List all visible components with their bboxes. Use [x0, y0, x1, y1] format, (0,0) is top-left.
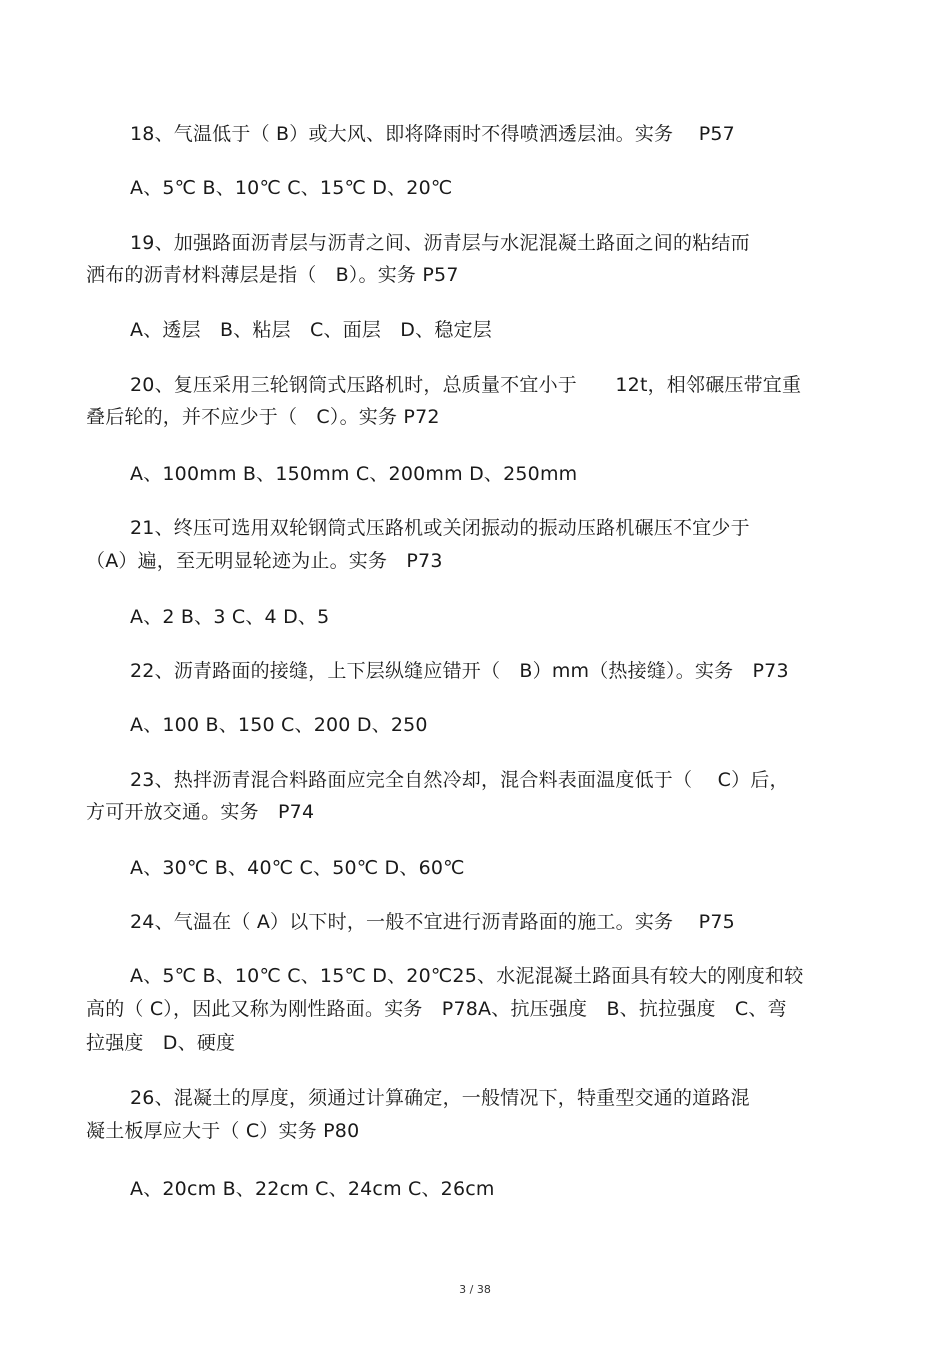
question-26-text-cont: 凝土板厚应大于（ C）实务 P80	[86, 1120, 360, 1142]
question-18-options: A、5℃ B、10℃ C、15℃ D、20℃	[130, 177, 453, 199]
question-21-options: A、2 B、3 C、4 D、5	[130, 606, 330, 628]
page-number: 3 / 38	[459, 1283, 491, 1296]
question-23-text: 23、热拌沥青混合料路面应完全自然冷却，混合料表面温度低于（ C）后，	[130, 769, 789, 791]
question-22-text: 22、沥青路面的接缝，上下层纵缝应错开（ B）mm（热接缝）。实务 P73	[130, 660, 789, 682]
question-25-text-cont: 高的（ C），因此又称为刚性路面。实务 P78A、抗压强度 B、抗拉强度 C、弯	[86, 998, 787, 1020]
question-25-options-cont: 拉强度 D、硬度	[86, 1032, 236, 1054]
question-20-options: A、100mm B、150mm C、200mm D、250mm	[130, 463, 578, 485]
question-26-text: 26、混凝土的厚度，须通过计算确定，一般情况下，特重型交通的道路混	[130, 1087, 750, 1109]
question-22-options: A、100 B、150 C、200 D、250	[130, 714, 428, 736]
question-23-text-cont: 方可开放交通。实务 P74	[86, 801, 315, 823]
question-19-text-cont: 洒布的沥青材料薄层是指（ B）。实务 P57	[86, 264, 459, 286]
question-21-text: 21、终压可选用双轮钢筒式压路机或关闭振动的振动压路机碾压不宜少于	[130, 517, 750, 539]
question-19-options: A、透层 B、粘层 C、面层 D、稳定层	[130, 319, 492, 341]
question-20-text: 20、复压采用三轮钢筒式压路机时，总质量不宜小于 12t，相邻碾压带宜重	[130, 374, 802, 396]
question-24-text: 24、气温在（ A）以下时，一般不宜进行沥青路面的施工。实务 P75	[130, 911, 735, 933]
question-24-options-question-25: A、5℃ B、10℃ C、15℃ D、20℃25、水泥混凝土路面具有较大的刚度和较	[130, 965, 804, 987]
question-18-text: 18、气温低于（ B）或大风、即将降雨时不得喷洒透层油。实务 P57	[130, 123, 735, 145]
question-21-text-cont: （A）遍，至无明显轮迹为止。实务 P73	[86, 550, 443, 572]
question-20-text-cont: 叠后轮的，并不应少于（ C）。实务 P72	[86, 406, 440, 428]
question-26-options: A、20cm B、22cm C、24cm C、26cm	[130, 1178, 495, 1200]
question-23-options: A、30℃ B、40℃ C、50℃ D、60℃	[130, 857, 465, 879]
question-19-text: 19、加强路面沥青层与沥青之间、沥青层与水泥混凝土路面之间的粘结而	[130, 232, 750, 254]
